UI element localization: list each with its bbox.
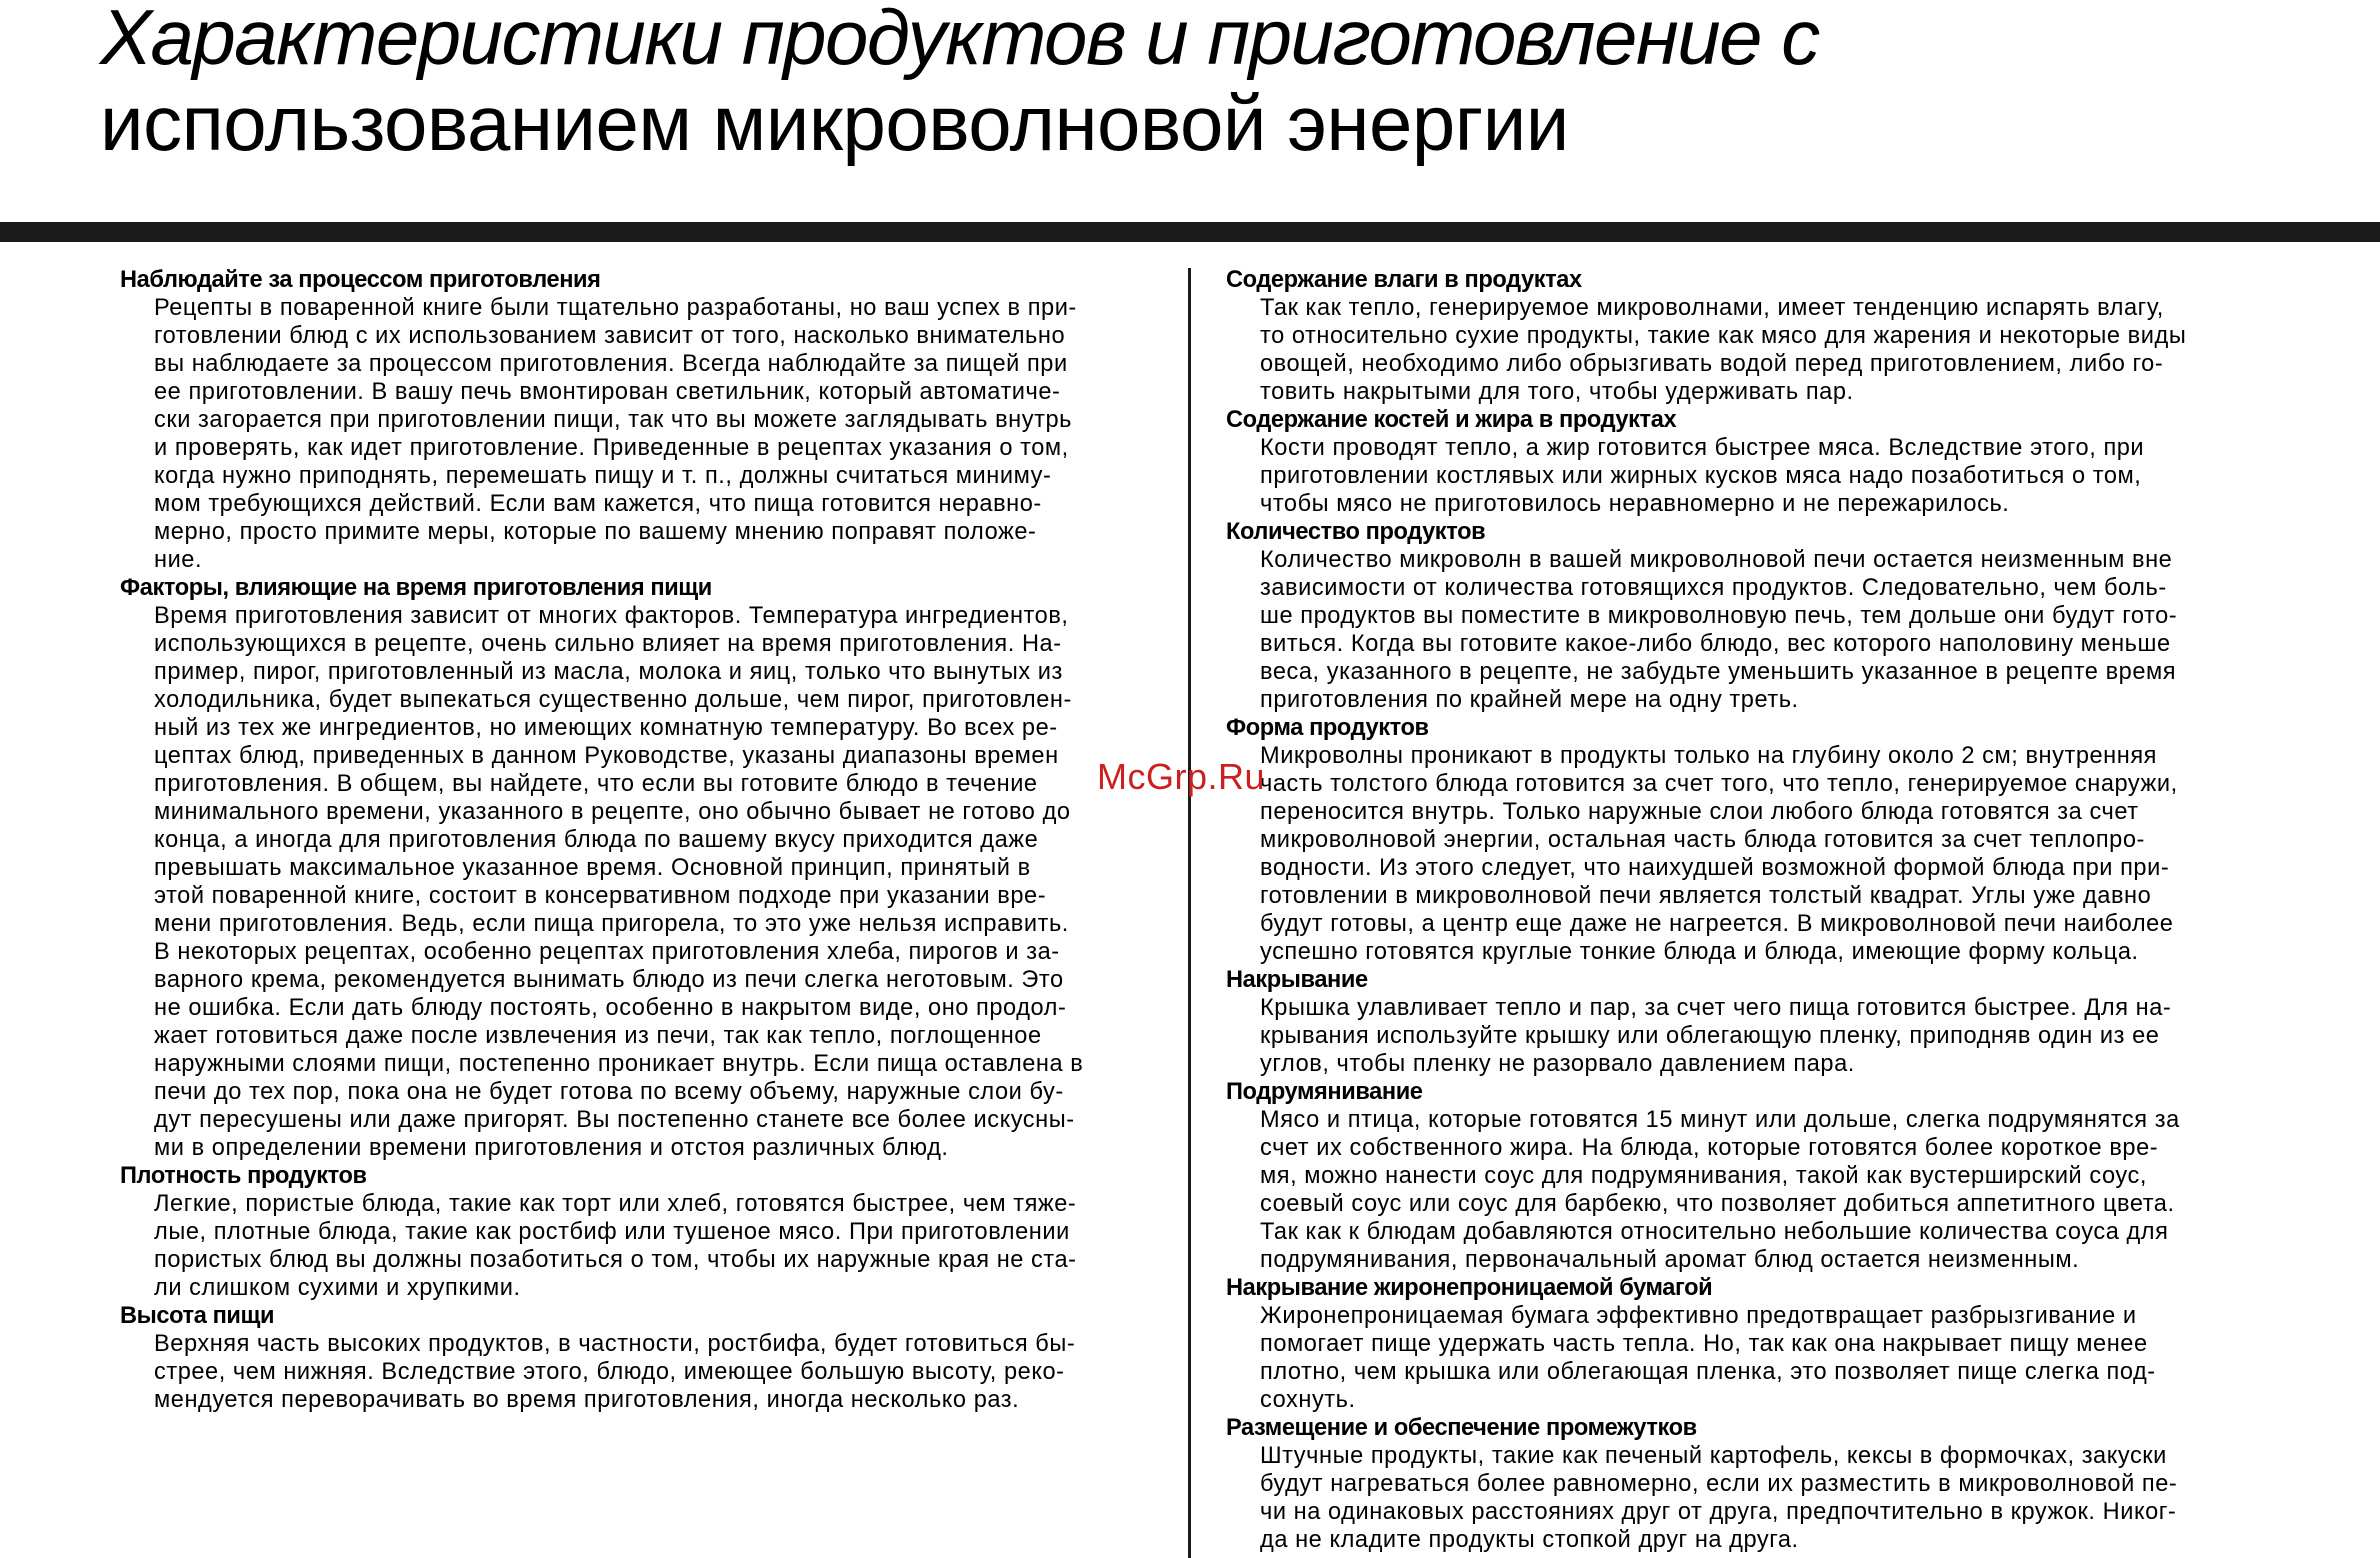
section-heading: Факторы, влияющие на время приготовления пищи	[120, 575, 712, 601]
paragraph-line: углов, чтобы пленку не разорвало давлением пара.	[1260, 1051, 1855, 1077]
paragraph-line: и проверять, как идет приготовление. Приведенные в рецептах указания о том,	[154, 435, 1069, 461]
paragraph-line: цептах блюд, приведенных в данном Руководстве, указаны диапазоны времен	[154, 743, 1059, 769]
paragraph-line: печи до тех пор, пока она не будет готова по всему объему, наружные слои бу-	[154, 1079, 1064, 1105]
paragraph-line: превышать максимальное указанное время. Основной принцип, принятый в	[154, 855, 1031, 881]
paragraph-line: Рецепты в поваренной книге были тщательно разработаны, но ваш успех в при-	[154, 295, 1077, 321]
paragraph-line: Жиронепроницаемая бумага эффективно предотвращает разбрызгивание и	[1260, 1303, 2137, 1329]
paragraph-line: лые, плотные блюда, такие как ростбиф или тушеное мясо. При приготовлении	[154, 1219, 1070, 1245]
paragraph-line: готовлении в микроволновой печи является толстый квадрат. Углы уже давно	[1260, 883, 2152, 909]
paragraph-line: будут готовы, а центр еще даже не нагреется. В микроволновой печи наиболее	[1260, 911, 2174, 937]
paragraph-line: наружными слоями пищи, постепенно проникает внутрь. Если пища оставлена в	[154, 1051, 1084, 1077]
paragraph-line: когда нужно приподнять, перемешать пищу и т. п., должны считаться миниму-	[154, 463, 1052, 489]
paragraph-line: стрее, чем нижняя. Вследствие этого, блюдо, имеющее большую высоту, реко-	[154, 1359, 1065, 1385]
paragraph-line: часть толстого блюда готовится за счет того, что тепло, генерируемое снаружи,	[1260, 771, 2178, 797]
paragraph-line: не ошибка. Если дать блюду постоять, особенно в накрытом виде, оно продол-	[154, 995, 1067, 1021]
section	[1226, 1414, 2246, 1554]
paragraph-line: приготовления по крайней мере на одну треть.	[1260, 687, 1799, 713]
paragraph-line: Количество микроволн в вашей микроволновой печи остается неизменным вне	[1260, 547, 2173, 573]
section	[1226, 266, 2246, 406]
section-heading: Форма продуктов	[1226, 715, 1429, 741]
paragraph-line: Время приготовления зависит от многих факторов. Температура ингредиентов,	[154, 603, 1069, 629]
section-heading: Содержание костей и жира в продуктах	[1226, 407, 1677, 433]
section-heading: Накрывание	[1226, 967, 1368, 993]
paragraph-line: то относительно сухие продукты, такие как мясо для жарения и некоторые виды	[1260, 323, 2187, 349]
paragraph-line: сохнуть.	[1260, 1387, 1356, 1413]
paragraph-line: Так как тепло, генерируемое микроволнами, имеет тенденцию испарять влагу,	[1260, 295, 2164, 321]
paragraph-line: ше продуктов вы поместите в микроволновую печь, тем дольше они будут гото-	[1260, 603, 2178, 629]
paragraph-line: пористых блюд вы должны позаботиться о том, чтобы их наружные края не ста-	[154, 1247, 1077, 1273]
section-heading: Плотность продуктов	[120, 1163, 367, 1189]
paragraph-line: счет их собственного жира. На блюда, которые готовятся более короткое вре-	[1260, 1135, 2159, 1161]
paragraph-line: мом требующихся действий. Если вам кажется, что пища готовится неравно-	[154, 491, 1042, 517]
paragraph-line: Микроволны проникают в продукты только на глубину около 2 см; внутренняя	[1260, 743, 2157, 769]
paragraph-line: будут нагреваться более равномерно, если их разместить в микроволновой пе-	[1260, 1471, 2178, 1497]
paragraph-line: переносится внутрь. Только наружные слои любого блюда готовятся за счет	[1260, 799, 2139, 825]
paragraph-line: ее приготовлении. В вашу печь вмонтирован светильник, который автоматиче-	[154, 379, 1061, 405]
paragraph-line: ми в определении времени приготовления и отстоя различных блюд.	[154, 1135, 949, 1161]
paragraph-line: пример, пирог, приготовленный из масла, молока и яиц, только что вынутых из	[154, 659, 1063, 685]
paragraph-line: мя, можно нанести соус для подрумянивания, такой как вустерширский соус,	[1260, 1163, 2147, 1189]
left-column	[120, 266, 1140, 1414]
section-heading: Высота пищи	[120, 1303, 275, 1329]
paragraph-line: водности. Из этого следует, что наихудшей возможной формой блюда при при-	[1260, 855, 2170, 881]
paragraph-line: приготовления. В общем, вы найдете, что если вы готовите блюдо в течение	[154, 771, 1038, 797]
paragraph-line: минимального времени, указанного в рецепте, оно обычно бывает не готово до	[154, 799, 1071, 825]
paragraph-line: Так как к блюдам добавляются относительно небольшие количества соуса для	[1260, 1219, 2169, 1245]
paragraph-line: Мясо и птица, которые готовятся 15 минут или дольше, слегка подрумянятся за	[1260, 1107, 2180, 1133]
section	[1226, 714, 2246, 966]
paragraph-line: чи на одинаковых расстояниях друг от друга, предпочтительно в кружок. Никог-	[1260, 1499, 2177, 1525]
section-heading: Наблюдайте за процессом приготовления	[120, 267, 601, 293]
section-heading: Подрумянивание	[1226, 1079, 1423, 1105]
paragraph-line: готовлении блюд с их использованием зависит от того, насколько внимательно	[154, 323, 1066, 349]
paragraph-line: жает готовиться даже после извлечения из печи, так как тепло, поглощенное	[154, 1023, 1042, 1049]
paragraph-line: веса, указанного в рецепте, не забудьте уменьшить указанное в рецепте время	[1260, 659, 2177, 685]
paragraph-line: ли слишком сухими и хрупкими.	[154, 1275, 521, 1301]
page-title-line1: Характеристики продуктов и приготовление с	[100, 0, 1819, 81]
paragraph-line: крывания используйте крышку или облегающую пленку, приподняв один из ее	[1260, 1023, 2160, 1049]
paragraph-line: мерно, просто примите меры, которые по вашему мнению поправят положе-	[154, 519, 1037, 545]
paragraph-line: виться. Когда вы готовите какое-либо блюдо, вес которого наполовину меньше	[1260, 631, 2171, 657]
paragraph-line: дут пересушены или даже пригорят. Вы постепенно станете все более искусны-	[154, 1107, 1075, 1133]
paragraph-line: да не кладите продукты стопкой друг на друга.	[1260, 1527, 1799, 1553]
section-heading: Накрывание жиронепроницаемой бумагой	[1226, 1275, 1713, 1301]
paragraph-line: Кости проводят тепло, а жир готовится быстрее мяса. Вследствие этого, при	[1260, 435, 2145, 461]
section-heading: Содержание влаги в продуктах	[1226, 267, 1582, 293]
paragraph-line: приготовлении костлявых или жирных кусков мяса надо позаботиться о том,	[1260, 463, 2142, 489]
paragraph-line: успешно готовятся круглые тонкие блюда и блюда, имеющие форму кольца.	[1260, 939, 2139, 965]
paragraph-line: Легкие, пористые блюда, такие как торт или хлеб, готовятся быстрее, чем тяже-	[154, 1191, 1077, 1217]
paragraph-line: вы наблюдаете за процессом приготовления. Всегда наблюдайте за пищей при	[154, 351, 1068, 377]
paragraph-line: Крышка улавливает тепло и пар, за счет чего пища готовится быстрее. Для на-	[1260, 995, 2172, 1021]
right-column	[1226, 266, 2246, 1554]
paragraph-line: мени приготовления. Ведь, если пища пригорела, то это уже нельзя исправить.	[154, 911, 1069, 937]
paragraph-line: зависимости от количества готовящихся продуктов. Следовательно, чем боль-	[1260, 575, 2167, 601]
page-title-line2: использованием микроволновой энергии	[100, 79, 1569, 167]
section	[120, 1162, 1140, 1302]
paragraph-line: соевый соус или соус для барбекю, что позволяет добиться аппетитного цвета.	[1260, 1191, 2175, 1217]
section	[120, 266, 1140, 574]
paragraph-line: помогает пище удержать часть тепла. Но, так как она накрывает пищу менее	[1260, 1331, 2148, 1357]
paragraph-line: подрумянивания, первоначальный аромат блюд остается неизменным.	[1260, 1247, 2080, 1273]
paragraph-line: чтобы мясо не приготовилось неравномерно и не пережарилось.	[1260, 491, 2010, 517]
section	[120, 1302, 1140, 1414]
paragraph-line: мендуется переворачивать во время приготовления, иногда несколько раз.	[154, 1387, 1020, 1413]
paragraph-line: варного крема, рекомендуется вынимать блюдо из печи слегка неготовым. Это	[154, 967, 1064, 993]
column-divider	[1188, 268, 1191, 1558]
paragraph-line: микроволновой энергии, остальная часть блюда готовится за счет теплопро-	[1260, 827, 2145, 853]
paragraph-line: использующихся в рецепте, очень сильно влияет на время приготовления. На-	[154, 631, 1062, 657]
section	[1226, 406, 2246, 518]
section	[1226, 1274, 2246, 1414]
section	[1226, 966, 2246, 1078]
paragraph-line: конца, а иногда для приготовления блюда по вашему вкусу приходится даже	[154, 827, 1039, 853]
paragraph-line: Штучные продукты, такие как печеный картофель, кексы в формочках, закуски	[1260, 1443, 2167, 1469]
paragraph-line: холодильника, будет выпекаться существенно дольше, чем пирог, приготовлен-	[154, 687, 1072, 713]
section-heading: Размещение и обеспечение промежутков	[1226, 1415, 1697, 1441]
section	[1226, 1078, 2246, 1274]
section	[120, 574, 1140, 1162]
paragraph-line: ние.	[154, 547, 203, 573]
paragraph-line: овощей, необходимо либо обрызгивать водой перед приготовлением, либо го-	[1260, 351, 2164, 377]
paragraph-line: В некоторых рецептах, особенно рецептах приготовления хлеба, пирогов и за-	[154, 939, 1060, 965]
paragraph-line: товить накрытыми для того, чтобы удерживать пар.	[1260, 379, 1854, 405]
section	[1226, 518, 2246, 714]
watermark: McGrp.Ru	[1097, 756, 1266, 797]
paragraph-line: Верхняя часть высоких продуктов, в частности, ростбифа, будет готовиться бы-	[154, 1331, 1076, 1357]
section-heading: Количество продуктов	[1226, 519, 1486, 545]
header-rule	[0, 222, 2380, 242]
paragraph-line: ски загорается при приготовлении пищи, так что вы можете заглядывать внутрь	[154, 407, 1072, 433]
paragraph-line: этой поваренной книге, состоит в консервативном подходе при указании вре-	[154, 883, 1047, 909]
paragraph-line: плотно, чем крышка или облегающая пленка, это позволяет пище слегка под-	[1260, 1359, 2156, 1385]
paragraph-line: ный из тех же ингредиентов, но имеющих комнатную температуру. Во всех ре-	[154, 715, 1058, 741]
